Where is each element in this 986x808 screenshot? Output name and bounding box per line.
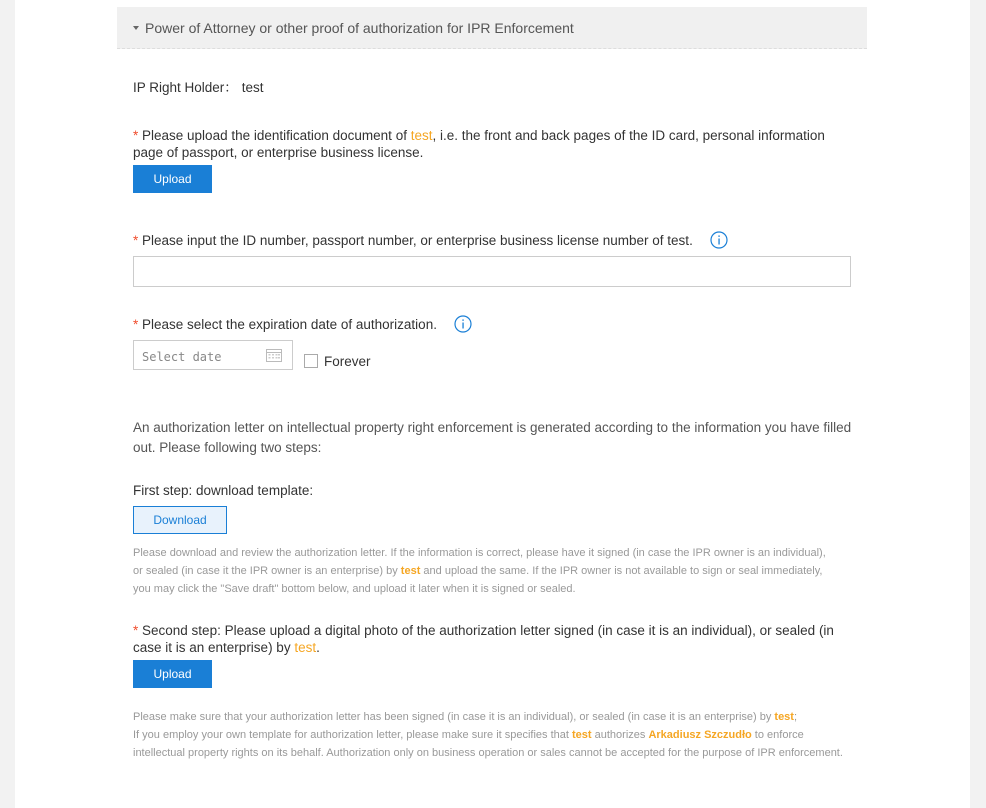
step1-note-text: Please download and review the authorization letter. If the information is correct, please have it signed (in case the IPR owner is an individual), or sealed (in case it the IPR owner is an enterprise) by [133, 547, 826, 577]
upload-id-label [133, 127, 853, 161]
step1-label: First step: download template: [133, 483, 314, 498]
upload-id-text: Please upload the identification document of [138, 128, 411, 143]
info-circle-icon[interactable] [454, 315, 472, 333]
expiration-label [133, 316, 437, 333]
step2-note [133, 708, 845, 762]
download-template-button[interactable]: Download [133, 506, 227, 534]
upload-letter-button[interactable]: Upload [133, 660, 212, 688]
required-asterisk: * [133, 317, 139, 332]
forever-checkbox[interactable] [304, 354, 318, 368]
forever-label: Forever [324, 354, 371, 369]
step2-label [133, 622, 853, 656]
step1-note-text-end: and upload the same. If the IPR owner is not available to sign or seal immediately, you may click the "Save draft" bottom below, and upload it later when it is signed or sealed. [133, 565, 823, 595]
step1-note [133, 544, 838, 598]
required-asterisk: * [133, 233, 139, 248]
holder-highlight: test [410, 128, 433, 143]
holder-highlight: test [774, 711, 794, 723]
note-text: Please make sure that your authorization letter has been signed (in case it is an individual), or sealed (in case it is an enterprise) by [133, 711, 775, 723]
caret-down-icon [133, 26, 139, 30]
note-text-end: to enforce intellectual property rights on its behalf. Authorization only on business operation or sales cannot be accepted for the purpose of IPR enforcement. [133, 729, 843, 759]
id-number-input[interactable] [133, 256, 851, 287]
scroll-edge [970, 730, 986, 764]
upload-id-button[interactable]: Upload [133, 165, 212, 193]
ip-right-holder [133, 79, 264, 96]
id-number-label [133, 232, 693, 249]
step2-text: Second step: Please upload a digital photo of the authorization letter signed (in case it is an individual), or sealed (in case it is an enterprise) by [133, 623, 834, 655]
required-asterisk: * [133, 623, 139, 638]
date-placeholder: Select date [142, 350, 222, 364]
note-text: If you employ your own template for authorization letter, please make sure it specifies that [133, 729, 573, 741]
step2-note-line1 [133, 708, 845, 726]
intro-text: An authorization letter on intellectual property right enforcement is generated according to the information you have filled out. Please following two steps: [133, 420, 852, 455]
required-asterisk: * [133, 128, 139, 143]
id-number-text: Please input the ID number, passport number, or enterprise business license number of test. [138, 233, 693, 248]
section-header[interactable] [117, 7, 867, 49]
holder-highlight: test [400, 565, 421, 577]
holder-label: IP Right Holder： [133, 80, 238, 95]
agent-highlight: Arkadiusz Szczudło [648, 729, 752, 741]
section-title: Power of Attorney or other proof of authorization for IPR Enforcement [145, 19, 574, 36]
note-text-end: ; [793, 711, 798, 723]
upload-id-text-end: , i.e. the front and back pages of the ID card, personal information page of passport, or enterprise business license. [133, 128, 825, 160]
expiration-text: Please select the expiration date of authorization. [138, 317, 437, 332]
holder-value: test [241, 80, 264, 95]
note-text: authorizes [591, 729, 649, 741]
holder-highlight: test [572, 729, 592, 741]
step2-note-line2 [133, 726, 845, 762]
step2-text-end: . [316, 640, 320, 655]
calendar-icon [266, 348, 282, 362]
holder-highlight: test [294, 640, 317, 655]
info-circle-icon[interactable] [710, 231, 728, 249]
date-picker-input[interactable] [133, 340, 293, 370]
